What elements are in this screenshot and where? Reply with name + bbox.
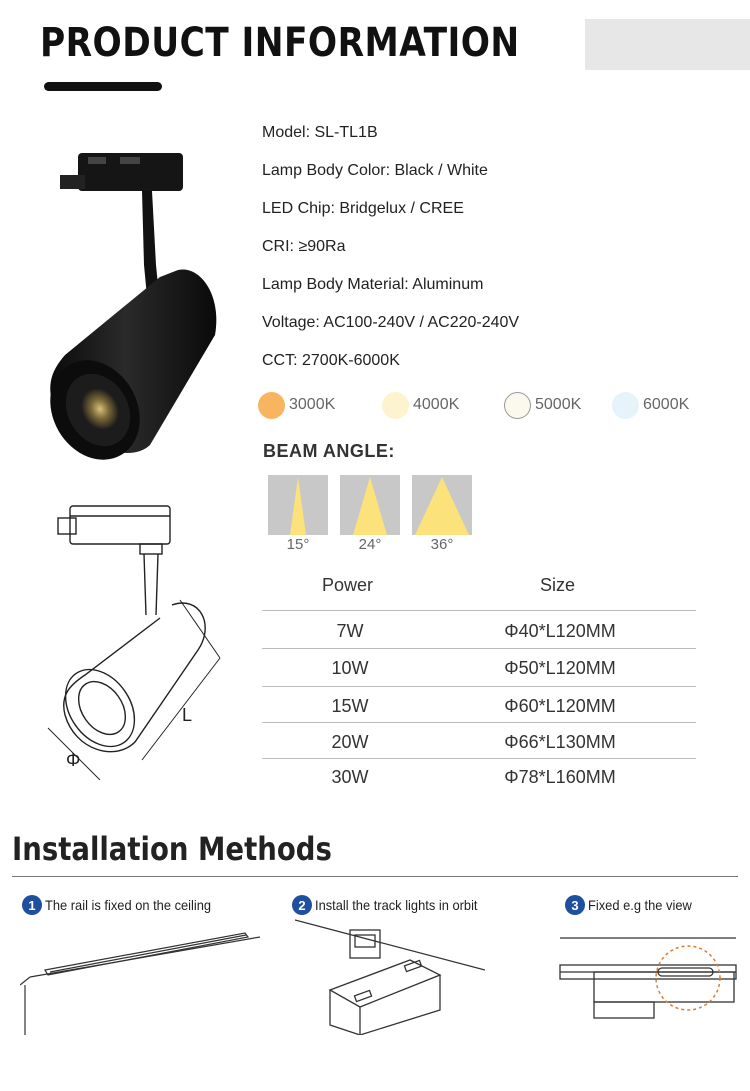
cct-option [258, 390, 335, 420]
table-cell-power: 30W [331, 767, 369, 787]
spec-led-chip: LED Chip: Bridgelux / CREE [262, 200, 464, 217]
cct-label: 5000K [535, 396, 582, 413]
spec-body-color: Lamp Body Color: Black / White [262, 162, 488, 179]
cct-swatch [258, 392, 285, 419]
installation-title: Installation Methods [12, 830, 332, 868]
install-step-2 [292, 895, 492, 915]
table-cell-power: 20W [331, 732, 369, 752]
spec-model: Model: SL-TL1B [262, 124, 378, 141]
table-cell-size: Φ78*L160MM [504, 767, 616, 787]
table-header-size: Size [540, 575, 576, 595]
spec-material: Lamp Body Material: Aluminum [262, 276, 484, 293]
fixed-view-illustration [558, 930, 738, 1035]
track-install-illustration [295, 915, 485, 1035]
step-text: The rail is fixed on the ceiling [45, 897, 212, 913]
table-divider [262, 722, 696, 723]
table-cell-power: 7W [336, 621, 364, 641]
cct-swatch-row [258, 390, 738, 420]
cct-label: 6000K [643, 396, 690, 413]
cct-option [612, 390, 689, 420]
cct-option [382, 390, 459, 420]
step-text: Fixed e.g the view [588, 897, 692, 913]
install-step-3 [565, 895, 701, 915]
product-image [40, 145, 230, 465]
spec-voltage: Voltage: AC100-240V / AC220-240V [262, 314, 520, 331]
beam-label: 15° [286, 536, 310, 553]
table-header-power: Power [322, 575, 374, 595]
beam-36-icon [412, 475, 472, 535]
beam-label: 24° [358, 536, 382, 553]
ceiling-rail-illustration [20, 925, 260, 1035]
beam-24-icon [340, 475, 400, 535]
table-cell-size: Φ66*L130MM [504, 732, 616, 752]
cct-option [504, 390, 581, 420]
installation-divider [12, 876, 738, 877]
spec-cri: CRI: ≥90Ra [262, 238, 346, 255]
table-cell-power: 10W [331, 658, 369, 678]
table-cell-size: Φ60*L120MM [504, 696, 616, 716]
spec-cct: CCT: 2700K-6000K [262, 352, 400, 369]
length-label: L [182, 705, 193, 725]
beam-label: 36° [430, 536, 454, 553]
cct-label: 4000K [413, 396, 460, 413]
diameter-label: Φ [66, 750, 81, 770]
step-text: Install the track lights in orbit [315, 897, 478, 913]
table-divider [262, 758, 696, 759]
dimension-diagram [40, 500, 240, 780]
cct-swatch [612, 392, 639, 419]
table-divider [262, 648, 696, 649]
title-underline [44, 82, 162, 91]
page-title: PRODUCT INFORMATION [40, 20, 520, 66]
table-divider [262, 610, 696, 611]
table-divider [262, 686, 696, 687]
beam-15-icon [268, 475, 328, 535]
cct-swatch [382, 392, 409, 419]
beam-angle-title: BEAM ANGLE: [263, 441, 395, 461]
table-cell-size: Φ40*L120MM [504, 621, 616, 641]
step-number-badge: 3 [565, 895, 585, 915]
table-cell-power: 15W [331, 696, 369, 716]
cct-swatch [504, 392, 531, 419]
cct-label: 3000K [289, 396, 336, 413]
step-number-badge: 1 [22, 895, 42, 915]
header-decor-box [585, 19, 750, 70]
step-number-badge: 2 [292, 895, 312, 915]
table-cell-size: Φ50*L120MM [504, 658, 616, 678]
install-step-1 [22, 895, 226, 915]
